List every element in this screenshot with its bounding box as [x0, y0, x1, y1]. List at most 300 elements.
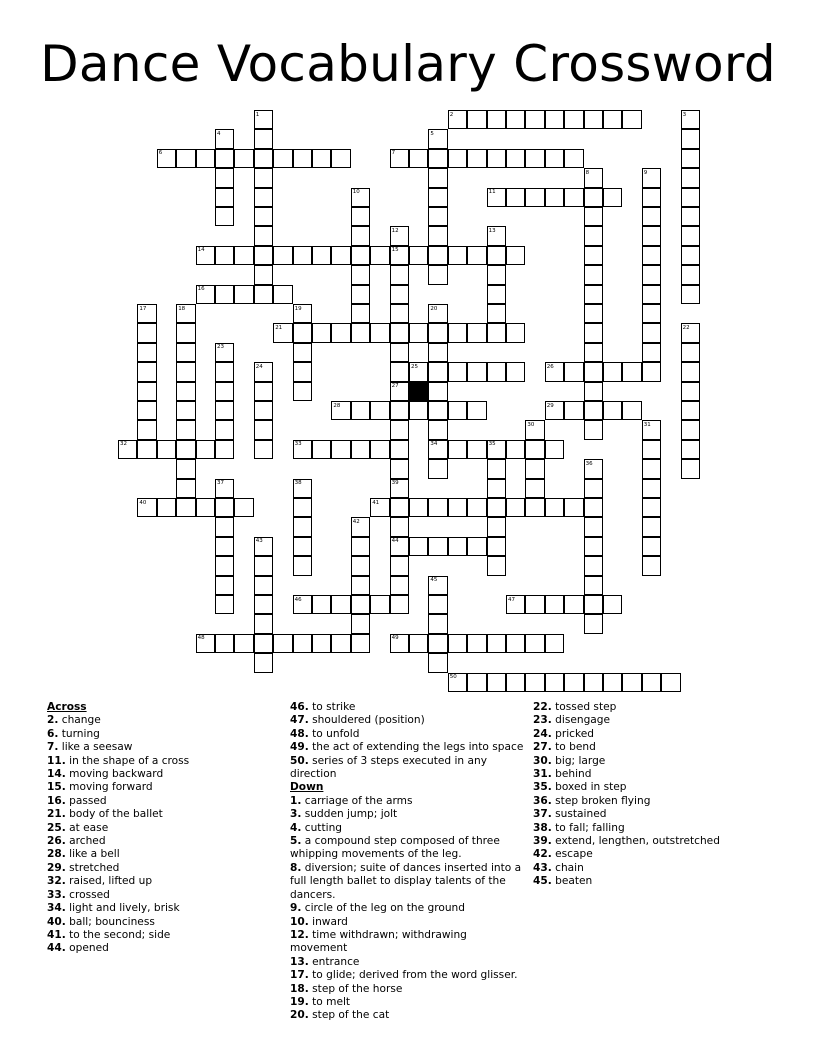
grid-cell[interactable] — [564, 673, 583, 692]
grid-cell[interactable] — [467, 401, 486, 420]
grid-cell[interactable] — [215, 285, 234, 304]
grid-cell[interactable] — [390, 517, 409, 536]
grid-cell[interactable] — [331, 634, 350, 653]
grid-cell[interactable] — [448, 323, 467, 342]
grid-cell[interactable] — [215, 634, 234, 653]
grid-cell[interactable] — [428, 207, 447, 226]
grid-cell[interactable] — [428, 304, 447, 323]
grid-cell[interactable] — [448, 498, 467, 517]
grid-cell[interactable] — [428, 634, 447, 653]
grid-cell[interactable] — [487, 323, 506, 342]
grid-cell[interactable] — [584, 188, 603, 207]
grid-cell[interactable] — [176, 401, 195, 420]
grid-cell[interactable] — [390, 595, 409, 614]
grid-cell[interactable] — [254, 265, 273, 284]
grid-cell[interactable] — [409, 498, 428, 517]
grid-cell[interactable] — [448, 149, 467, 168]
grid-cell[interactable] — [351, 401, 370, 420]
grid-cell[interactable] — [254, 420, 273, 439]
grid-cell[interactable] — [254, 207, 273, 226]
grid-cell[interactable] — [370, 498, 389, 517]
grid-cell[interactable] — [584, 401, 603, 420]
grid-cell[interactable] — [293, 440, 312, 459]
grid-cell[interactable] — [351, 323, 370, 342]
grid-cell[interactable] — [428, 246, 447, 265]
grid-cell[interactable] — [331, 323, 350, 342]
grid-cell[interactable] — [584, 362, 603, 381]
grid-cell[interactable] — [254, 634, 273, 653]
grid-cell[interactable] — [545, 149, 564, 168]
grid-cell[interactable] — [390, 537, 409, 556]
grid-cell[interactable] — [681, 323, 700, 342]
grid-cell[interactable] — [428, 576, 447, 595]
grid-cell[interactable] — [176, 479, 195, 498]
grid-cell[interactable] — [312, 149, 331, 168]
grid-cell[interactable] — [293, 537, 312, 556]
grid-cell[interactable] — [428, 614, 447, 633]
grid-cell[interactable] — [642, 343, 661, 362]
grid-cell[interactable] — [487, 459, 506, 478]
grid-cell[interactable] — [584, 576, 603, 595]
grid-cell[interactable] — [351, 188, 370, 207]
grid-cell[interactable] — [137, 420, 156, 439]
grid-cell[interactable] — [215, 576, 234, 595]
grid-cell[interactable] — [234, 634, 253, 653]
grid-cell[interactable] — [428, 440, 447, 459]
grid-cell[interactable] — [351, 304, 370, 323]
grid-cell[interactable] — [390, 304, 409, 323]
grid-cell[interactable] — [176, 382, 195, 401]
grid-cell[interactable] — [118, 440, 137, 459]
grid-cell[interactable] — [467, 537, 486, 556]
grid-cell[interactable] — [584, 673, 603, 692]
grid-cell[interactable] — [176, 304, 195, 323]
grid-cell[interactable] — [448, 673, 467, 692]
grid-cell[interactable] — [603, 110, 622, 129]
grid-cell[interactable] — [428, 401, 447, 420]
grid-cell[interactable] — [564, 149, 583, 168]
grid-cell[interactable] — [196, 440, 215, 459]
grid-cell[interactable] — [390, 343, 409, 362]
grid-cell[interactable] — [545, 673, 564, 692]
grid-cell[interactable] — [390, 401, 409, 420]
grid-cell[interactable] — [681, 420, 700, 439]
grid-cell[interactable] — [215, 362, 234, 381]
grid-cell[interactable] — [409, 401, 428, 420]
grid-cell[interactable] — [428, 129, 447, 148]
grid-cell[interactable] — [603, 362, 622, 381]
grid-cell[interactable] — [525, 479, 544, 498]
grid-cell[interactable] — [351, 285, 370, 304]
grid-cell[interactable] — [467, 498, 486, 517]
grid-cell[interactable] — [525, 420, 544, 439]
grid-cell[interactable] — [428, 595, 447, 614]
grid-cell[interactable] — [215, 479, 234, 498]
grid-cell[interactable] — [293, 595, 312, 614]
grid-cell[interactable] — [506, 634, 525, 653]
grid-cell[interactable] — [254, 129, 273, 148]
grid-cell[interactable] — [642, 285, 661, 304]
grid-cell[interactable] — [390, 362, 409, 381]
grid-cell[interactable] — [525, 459, 544, 478]
grid-cell[interactable] — [525, 595, 544, 614]
grid-cell[interactable] — [351, 207, 370, 226]
grid-cell[interactable] — [487, 556, 506, 575]
grid-cell[interactable] — [390, 498, 409, 517]
grid-cell[interactable] — [467, 246, 486, 265]
grid-cell[interactable] — [254, 595, 273, 614]
grid-cell[interactable] — [564, 188, 583, 207]
grid-cell[interactable] — [254, 401, 273, 420]
grid-cell[interactable] — [661, 673, 680, 692]
grid-cell[interactable] — [681, 149, 700, 168]
grid-cell[interactable] — [176, 459, 195, 478]
grid-cell[interactable] — [176, 149, 195, 168]
grid-cell[interactable] — [370, 595, 389, 614]
grid-cell[interactable] — [137, 382, 156, 401]
grid-cell[interactable] — [525, 149, 544, 168]
grid-cell[interactable] — [622, 110, 641, 129]
grid-cell[interactable] — [564, 498, 583, 517]
grid-cell[interactable] — [506, 498, 525, 517]
grid-cell[interactable] — [584, 323, 603, 342]
grid-cell[interactable] — [622, 401, 641, 420]
grid-cell[interactable] — [351, 576, 370, 595]
grid-cell[interactable] — [293, 556, 312, 575]
grid-cell[interactable] — [351, 595, 370, 614]
grid-cell[interactable] — [137, 323, 156, 342]
grid-cell[interactable] — [681, 362, 700, 381]
grid-cell[interactable] — [176, 420, 195, 439]
grid-cell[interactable] — [137, 304, 156, 323]
grid-cell[interactable] — [642, 537, 661, 556]
grid-cell[interactable] — [428, 323, 447, 342]
grid-cell[interactable] — [525, 673, 544, 692]
grid-cell[interactable] — [448, 634, 467, 653]
grid-cell[interactable] — [137, 343, 156, 362]
grid-cell[interactable] — [254, 226, 273, 245]
grid-cell[interactable] — [254, 188, 273, 207]
grid-cell[interactable] — [215, 246, 234, 265]
grid-cell[interactable] — [487, 246, 506, 265]
grid-cell[interactable] — [584, 285, 603, 304]
grid-cell[interactable] — [681, 343, 700, 362]
grid-cell[interactable] — [293, 498, 312, 517]
grid-cell[interactable] — [642, 265, 661, 284]
grid-cell[interactable] — [564, 110, 583, 129]
grid-cell[interactable] — [370, 246, 389, 265]
grid-cell[interactable] — [467, 634, 486, 653]
grid-cell[interactable] — [681, 246, 700, 265]
grid-cell[interactable] — [428, 653, 447, 672]
grid-cell[interactable] — [215, 556, 234, 575]
grid-cell[interactable] — [254, 149, 273, 168]
grid-cell[interactable] — [642, 440, 661, 459]
grid-cell[interactable] — [196, 246, 215, 265]
grid-cell[interactable] — [215, 188, 234, 207]
grid-cell[interactable] — [506, 595, 525, 614]
grid-cell[interactable] — [584, 207, 603, 226]
grid-cell[interactable] — [525, 634, 544, 653]
grid-cell[interactable] — [584, 595, 603, 614]
grid-cell[interactable] — [448, 537, 467, 556]
grid-cell[interactable] — [312, 440, 331, 459]
grid-cell[interactable] — [293, 149, 312, 168]
grid-cell[interactable] — [467, 673, 486, 692]
grid-cell[interactable] — [681, 401, 700, 420]
grid-cell[interactable] — [331, 401, 350, 420]
grid-cell[interactable] — [467, 362, 486, 381]
grid-cell[interactable] — [545, 595, 564, 614]
grid-cell[interactable] — [525, 440, 544, 459]
grid-cell[interactable] — [196, 149, 215, 168]
grid-cell[interactable] — [234, 285, 253, 304]
grid-cell[interactable] — [545, 188, 564, 207]
grid-cell[interactable] — [390, 556, 409, 575]
grid-cell[interactable] — [545, 362, 564, 381]
grid-cell[interactable] — [681, 226, 700, 245]
grid-cell[interactable] — [196, 634, 215, 653]
grid-cell[interactable] — [293, 479, 312, 498]
grid-cell[interactable] — [409, 537, 428, 556]
grid-cell[interactable] — [351, 634, 370, 653]
grid-cell[interactable] — [254, 576, 273, 595]
grid-cell[interactable] — [157, 498, 176, 517]
grid-cell[interactable] — [254, 285, 273, 304]
grid-cell[interactable] — [215, 382, 234, 401]
grid-cell[interactable] — [390, 149, 409, 168]
grid-cell[interactable] — [254, 614, 273, 633]
grid-cell[interactable] — [506, 110, 525, 129]
grid-cell[interactable] — [487, 517, 506, 536]
grid-cell[interactable] — [584, 537, 603, 556]
grid-cell[interactable] — [390, 420, 409, 439]
grid-cell[interactable] — [390, 382, 409, 401]
grid-cell[interactable] — [584, 556, 603, 575]
grid-cell[interactable] — [681, 188, 700, 207]
grid-cell[interactable] — [196, 285, 215, 304]
grid-cell[interactable] — [254, 537, 273, 556]
grid-cell[interactable] — [409, 246, 428, 265]
grid-cell[interactable] — [312, 634, 331, 653]
grid-cell[interactable] — [215, 168, 234, 187]
grid-cell[interactable] — [293, 323, 312, 342]
grid-cell[interactable] — [525, 498, 544, 517]
grid-cell[interactable] — [215, 343, 234, 362]
grid-cell[interactable] — [642, 362, 661, 381]
grid-cell[interactable] — [584, 110, 603, 129]
grid-cell[interactable] — [176, 440, 195, 459]
grid-cell[interactable] — [584, 479, 603, 498]
grid-cell[interactable] — [157, 149, 176, 168]
grid-cell[interactable] — [390, 479, 409, 498]
grid-cell[interactable] — [642, 673, 661, 692]
grid-cell[interactable] — [584, 420, 603, 439]
grid-cell[interactable] — [642, 168, 661, 187]
grid-cell[interactable] — [487, 634, 506, 653]
grid-cell[interactable] — [487, 673, 506, 692]
grid-cell[interactable] — [428, 343, 447, 362]
grid-cell[interactable] — [467, 110, 486, 129]
grid-cell[interactable] — [293, 634, 312, 653]
grid-cell[interactable] — [370, 440, 389, 459]
grid-cell[interactable] — [176, 323, 195, 342]
grid-cell[interactable] — [525, 188, 544, 207]
grid-cell[interactable] — [428, 188, 447, 207]
grid-cell[interactable] — [681, 207, 700, 226]
grid-cell[interactable] — [448, 246, 467, 265]
grid-cell[interactable] — [157, 440, 176, 459]
grid-cell[interactable] — [234, 498, 253, 517]
grid-cell[interactable] — [603, 673, 622, 692]
grid-cell[interactable] — [467, 149, 486, 168]
grid-cell[interactable] — [428, 420, 447, 439]
grid-cell[interactable] — [370, 323, 389, 342]
grid-cell[interactable] — [487, 265, 506, 284]
grid-cell[interactable] — [545, 498, 564, 517]
grid-cell[interactable] — [254, 110, 273, 129]
grid-cell[interactable] — [642, 188, 661, 207]
grid-cell[interactable] — [564, 401, 583, 420]
grid-cell[interactable] — [467, 440, 486, 459]
grid-cell[interactable] — [351, 556, 370, 575]
grid-cell[interactable] — [409, 634, 428, 653]
grid-cell[interactable] — [390, 265, 409, 284]
grid-cell[interactable] — [448, 440, 467, 459]
grid-cell[interactable] — [584, 343, 603, 362]
grid-cell[interactable] — [642, 420, 661, 439]
grid-cell[interactable] — [642, 498, 661, 517]
grid-cell[interactable] — [584, 304, 603, 323]
grid-cell[interactable] — [681, 459, 700, 478]
grid-cell[interactable] — [137, 440, 156, 459]
grid-cell[interactable] — [273, 323, 292, 342]
grid-cell[interactable] — [312, 323, 331, 342]
grid-cell[interactable] — [584, 459, 603, 478]
grid-cell[interactable] — [351, 265, 370, 284]
grid-cell[interactable] — [331, 149, 350, 168]
grid-cell[interactable] — [681, 382, 700, 401]
grid-cell[interactable] — [390, 459, 409, 478]
grid-cell[interactable] — [312, 595, 331, 614]
grid-cell[interactable] — [273, 285, 292, 304]
grid-cell[interactable] — [215, 420, 234, 439]
grid-cell[interactable] — [254, 382, 273, 401]
grid-cell[interactable] — [681, 168, 700, 187]
grid-cell[interactable] — [584, 498, 603, 517]
grid-cell[interactable] — [331, 440, 350, 459]
grid-cell[interactable] — [506, 440, 525, 459]
grid-cell[interactable] — [176, 498, 195, 517]
grid-cell[interactable] — [564, 362, 583, 381]
grid-cell[interactable] — [603, 595, 622, 614]
grid-cell[interactable] — [506, 149, 525, 168]
grid-cell[interactable] — [642, 246, 661, 265]
grid-cell[interactable] — [196, 498, 215, 517]
grid-cell[interactable] — [390, 285, 409, 304]
grid-cell[interactable] — [254, 440, 273, 459]
grid-cell[interactable] — [428, 149, 447, 168]
grid-cell[interactable] — [545, 634, 564, 653]
grid-cell[interactable] — [254, 168, 273, 187]
grid-cell[interactable] — [293, 246, 312, 265]
grid-cell[interactable] — [487, 110, 506, 129]
grid-cell[interactable] — [428, 226, 447, 245]
grid-cell[interactable] — [584, 517, 603, 536]
grid-cell[interactable] — [622, 362, 641, 381]
grid-cell[interactable] — [215, 149, 234, 168]
grid-cell[interactable] — [584, 614, 603, 633]
grid-cell[interactable] — [584, 265, 603, 284]
grid-cell[interactable] — [215, 129, 234, 148]
grid-cell[interactable] — [584, 226, 603, 245]
grid-cell[interactable] — [545, 110, 564, 129]
grid-cell[interactable] — [428, 168, 447, 187]
grid-cell[interactable] — [351, 226, 370, 245]
grid-cell[interactable] — [390, 576, 409, 595]
grid-cell[interactable] — [603, 401, 622, 420]
grid-cell[interactable] — [390, 634, 409, 653]
grid-cell[interactable] — [390, 440, 409, 459]
grid-cell[interactable] — [584, 246, 603, 265]
grid-cell[interactable] — [642, 207, 661, 226]
grid-cell[interactable] — [681, 129, 700, 148]
grid-cell[interactable] — [506, 323, 525, 342]
grid-cell[interactable] — [487, 226, 506, 245]
grid-cell[interactable] — [215, 440, 234, 459]
grid-cell[interactable] — [506, 362, 525, 381]
grid-cell[interactable] — [254, 246, 273, 265]
grid-cell[interactable] — [409, 149, 428, 168]
grid-cell[interactable] — [681, 265, 700, 284]
grid-cell[interactable] — [351, 614, 370, 633]
grid-cell[interactable] — [215, 498, 234, 517]
grid-cell[interactable] — [681, 285, 700, 304]
grid-cell[interactable] — [351, 440, 370, 459]
grid-cell[interactable] — [487, 304, 506, 323]
grid-cell[interactable] — [331, 246, 350, 265]
grid-cell[interactable] — [428, 459, 447, 478]
grid-cell[interactable] — [351, 517, 370, 536]
grid-cell[interactable] — [642, 556, 661, 575]
grid-cell[interactable] — [409, 362, 428, 381]
grid-cell[interactable] — [642, 517, 661, 536]
grid-cell[interactable] — [487, 285, 506, 304]
grid-cell[interactable] — [681, 440, 700, 459]
grid-cell[interactable] — [137, 401, 156, 420]
grid-cell[interactable] — [351, 246, 370, 265]
grid-cell[interactable] — [293, 304, 312, 323]
grid-cell[interactable] — [273, 246, 292, 265]
grid-cell[interactable] — [390, 323, 409, 342]
grid-cell[interactable] — [293, 362, 312, 381]
grid-cell[interactable] — [525, 110, 544, 129]
grid-cell[interactable] — [428, 362, 447, 381]
grid-cell[interactable] — [215, 517, 234, 536]
grid-cell[interactable] — [273, 149, 292, 168]
grid-cell[interactable] — [351, 537, 370, 556]
grid-cell[interactable] — [215, 595, 234, 614]
grid-cell[interactable] — [331, 595, 350, 614]
grid-cell[interactable] — [428, 537, 447, 556]
grid-cell[interactable] — [254, 362, 273, 381]
grid-cell[interactable] — [506, 246, 525, 265]
grid-cell[interactable] — [487, 537, 506, 556]
grid-cell[interactable] — [487, 498, 506, 517]
grid-cell[interactable] — [506, 673, 525, 692]
grid-cell[interactable] — [254, 556, 273, 575]
grid-cell[interactable] — [448, 362, 467, 381]
